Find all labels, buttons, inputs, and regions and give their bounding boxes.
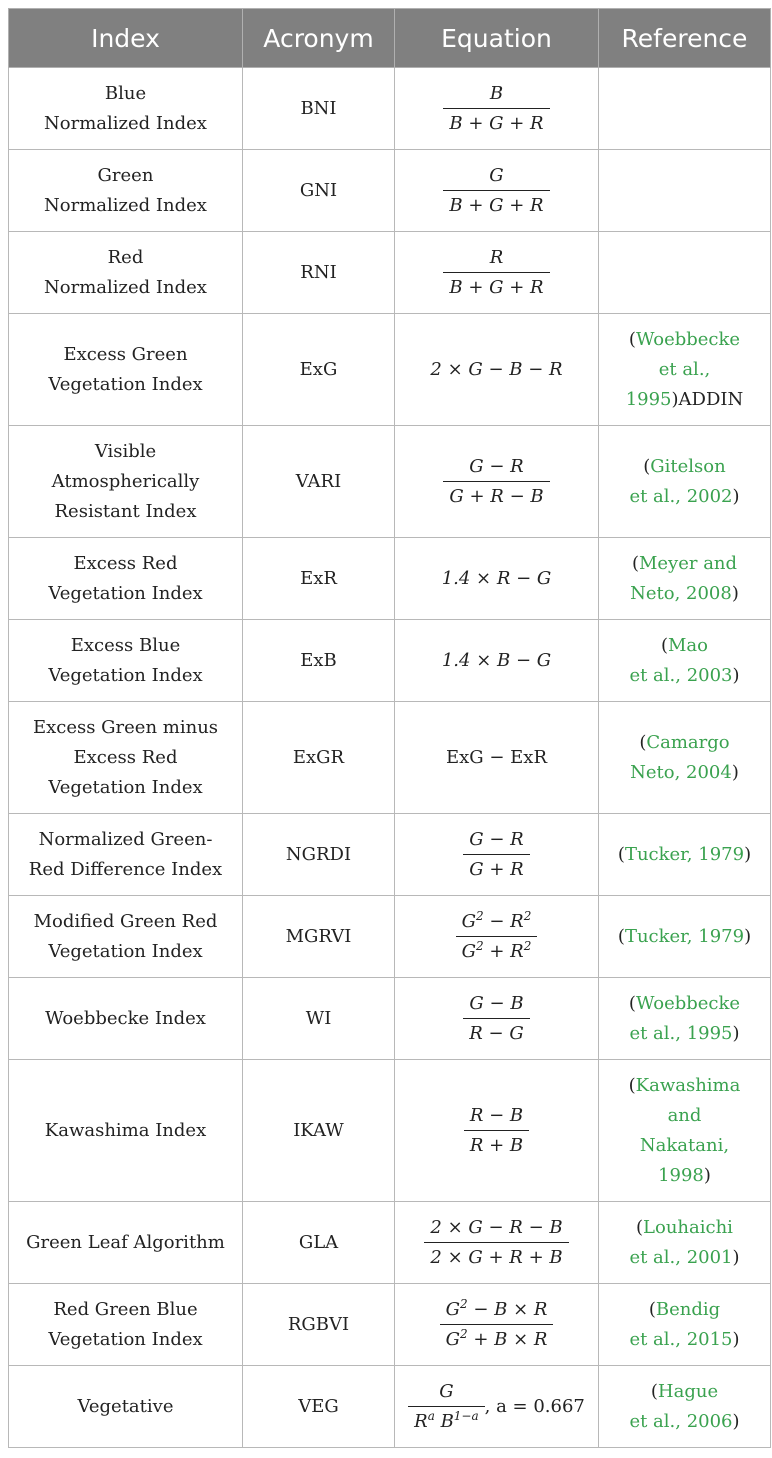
- index-name-line: Normalized Index: [44, 112, 207, 134]
- equation-denominator: G + R − B: [443, 481, 549, 509]
- index-name-line: Excess Red: [73, 746, 178, 768]
- equation-cell: [395, 150, 599, 232]
- equation-denominator: $G^2 + R^2$: [456, 936, 538, 964]
- equation-cell: [395, 702, 599, 814]
- equation-fraction: [443, 455, 549, 509]
- equation-denominator: B + G + R: [443, 190, 549, 218]
- index-name-line: Atmospherically: [51, 470, 200, 492]
- paren-close: ): [732, 1246, 740, 1268]
- equation-numerator: G − R: [469, 828, 524, 850]
- index-name-line: Blue: [104, 82, 147, 104]
- reference-citation: [618, 840, 751, 870]
- paren-open: (: [639, 731, 647, 753]
- index-name-cell: [9, 426, 243, 538]
- acronym-cell: ExG: [243, 314, 395, 426]
- equation-numerator: B: [489, 82, 504, 104]
- equation-denominator: 2 × G + R + B: [424, 1242, 568, 1270]
- paren-open: (: [617, 843, 625, 865]
- equation-numerator: 2 × G − R − B: [430, 1216, 563, 1238]
- equation-cell: [395, 538, 599, 620]
- table-row: [9, 896, 771, 978]
- reference-link[interactable]: et al., 2001: [629, 1246, 733, 1268]
- index-name-line: Vegetation Index: [48, 373, 203, 395]
- equation-cell: [395, 896, 599, 978]
- table-row: [9, 232, 771, 314]
- acronym-cell: ExB: [243, 620, 395, 702]
- acronym-cell: NGRDI: [243, 814, 395, 896]
- reference-link[interactable]: et al., 2006: [629, 1410, 733, 1432]
- table-row: [9, 1060, 771, 1202]
- reference-cell: [599, 702, 771, 814]
- acronym-cell: VEG: [243, 1366, 395, 1448]
- index-name-cell: [9, 1366, 243, 1448]
- equation-numerator: G: [489, 164, 504, 186]
- index-name-line: Excess Green minus: [32, 716, 219, 738]
- equation-fraction: [443, 164, 549, 218]
- equation-cell: [395, 1284, 599, 1366]
- index-name-line: Green Leaf Algorithm: [26, 1231, 225, 1253]
- paren-open: (: [628, 992, 636, 1014]
- reference-link[interactable]: Mao: [668, 634, 708, 656]
- index-name-cell: [9, 1284, 243, 1366]
- acronym-cell: IKAW: [243, 1060, 395, 1202]
- equation-numerator: $G^2 - R^2$: [461, 908, 532, 932]
- index-name-line: Vegetation Index: [48, 940, 203, 962]
- paren-open: (: [628, 328, 636, 350]
- paren-open: (: [628, 1074, 636, 1096]
- reference-link[interactable]: Louhaichi: [643, 1216, 733, 1238]
- index-name-line: Red: [107, 246, 144, 268]
- index-name-line: Excess Green: [63, 343, 188, 365]
- reference-citation: [629, 1295, 739, 1355]
- reference-cell: [599, 1060, 771, 1202]
- paren-close: ): [671, 388, 679, 410]
- index-name-line: Red Difference Index: [28, 858, 223, 880]
- reference-cell: [599, 1202, 771, 1284]
- acronym-cell: MGRVI: [243, 896, 395, 978]
- reference-link[interactable]: et al., 1995: [629, 1022, 733, 1044]
- table-row: [9, 1202, 771, 1284]
- equation-text: 1.4 × R − G: [441, 567, 552, 589]
- index-name-cell: [9, 538, 243, 620]
- equation-cell: [395, 620, 599, 702]
- index-name-cell: [9, 1060, 243, 1202]
- equation-denominator: $G^2 + B \times R$: [440, 1324, 554, 1352]
- reference-cell: [599, 1366, 771, 1448]
- index-name-cell: [9, 1202, 243, 1284]
- reference-link[interactable]: et al., 2003: [629, 664, 733, 686]
- equation-fraction: [456, 910, 538, 964]
- table-row: [9, 814, 771, 896]
- table-row: [9, 978, 771, 1060]
- reference-link[interactable]: Kawashima: [635, 1074, 741, 1096]
- reference-cell: [599, 232, 771, 314]
- acronym-cell: GLA: [243, 1202, 395, 1284]
- reference-citation: [629, 989, 740, 1049]
- acronym-cell: ExR: [243, 538, 395, 620]
- equation-tail: , a = 0.667: [484, 1395, 585, 1417]
- reference-suffix: ADDIN: [678, 388, 744, 410]
- equation-numerator: R − B: [469, 1104, 524, 1126]
- reference-link[interactable]: Bendig: [655, 1298, 721, 1320]
- table-row: [9, 1284, 771, 1366]
- equation-numerator: $G^2 - B \times R$: [445, 1296, 548, 1320]
- reference-link[interactable]: et al., 2015: [629, 1328, 733, 1350]
- equation-fraction: [443, 246, 549, 300]
- header-equation: Equation: [395, 9, 599, 68]
- equation-cell: [395, 1202, 599, 1284]
- reference-citation: [630, 549, 739, 609]
- equation-denominator: R − G: [463, 1018, 529, 1046]
- index-name-line: Modified Green Red: [33, 910, 218, 932]
- index-name-line: Normalized Index: [44, 276, 207, 298]
- equation-fraction: [424, 1216, 568, 1270]
- paren-close: ): [732, 485, 740, 507]
- reference-citation: [629, 1377, 739, 1437]
- reference-cell: [599, 314, 771, 426]
- index-name-cell: [9, 314, 243, 426]
- index-name-line: Excess Red: [73, 552, 178, 574]
- index-name-line: Kawashima Index: [44, 1119, 207, 1141]
- index-name-line: Excess Blue: [70, 634, 181, 656]
- header-index: Index: [9, 9, 243, 68]
- paren-open: (: [636, 1216, 644, 1238]
- equation-cell: [395, 1366, 599, 1448]
- reference-cell: [599, 538, 771, 620]
- index-name-cell: [9, 68, 243, 150]
- paren-open: (: [650, 1380, 658, 1402]
- equation-fraction: [443, 82, 549, 136]
- reference-link[interactable]: Woebbecke: [635, 992, 741, 1014]
- reference-cell: [599, 896, 771, 978]
- table-row: [9, 620, 771, 702]
- equation-denominator: B + G + R: [443, 108, 549, 136]
- reference-link[interactable]: Gitelson: [650, 455, 726, 477]
- acronym-cell: RGBVI: [243, 1284, 395, 1366]
- equation-cell: [395, 426, 599, 538]
- acronym-cell: WI: [243, 978, 395, 1060]
- equation-denominator: $R^a$ $B^{1-a}$: [408, 1406, 485, 1434]
- equation-fraction: [464, 1104, 529, 1158]
- reference-citation: [629, 631, 739, 691]
- reference-link[interactable]: et al., 2002: [629, 485, 733, 507]
- index-name-line: Vegetative: [77, 1395, 174, 1417]
- paren-close: ): [732, 1410, 740, 1432]
- equation-denominator: G + R: [463, 854, 529, 882]
- acronym-cell: VARI: [243, 426, 395, 538]
- index-name-line: Vegetation Index: [48, 582, 203, 604]
- reference-citation: [626, 325, 744, 415]
- reference-link[interactable]: Meyer and: [638, 552, 738, 574]
- vegetation-index-table: [8, 8, 771, 1448]
- table-row: [9, 538, 771, 620]
- equation-fraction: [463, 992, 529, 1046]
- reference-link[interactable]: Nakatani,: [639, 1134, 730, 1156]
- equation-text: 1.4 × B − G: [441, 649, 552, 671]
- index-name-cell: [9, 978, 243, 1060]
- paren-open: (: [631, 552, 639, 574]
- reference-link[interactable]: Camargo: [646, 731, 730, 753]
- header-acronym: Acronym: [243, 9, 395, 68]
- reference-citation: [629, 1213, 739, 1273]
- reference-cell: [599, 978, 771, 1060]
- table-row: [9, 314, 771, 426]
- reference-cell: [599, 68, 771, 150]
- index-name-line: Vegetation Index: [48, 1328, 203, 1350]
- reference-link[interactable]: 1998: [658, 1164, 704, 1186]
- paren-close: ): [732, 1022, 740, 1044]
- header-row: [9, 9, 771, 68]
- index-name-line: Green: [97, 164, 154, 186]
- reference-link[interactable]: 1995: [625, 388, 672, 410]
- equation-fraction: [440, 1298, 554, 1352]
- table-row: [9, 426, 771, 538]
- paren-close: ): [744, 925, 752, 947]
- equation-text: ExG − ExR: [445, 746, 548, 768]
- equation-numerator: G: [439, 1380, 454, 1402]
- reference-link[interactable]: Hague: [657, 1380, 719, 1402]
- reference-cell: [599, 426, 771, 538]
- index-name-line: Vegetation Index: [48, 664, 203, 686]
- reference-citation: [629, 1071, 741, 1191]
- table-row: [9, 150, 771, 232]
- index-name-line: Visible: [94, 440, 157, 462]
- reference-link[interactable]: Woebbecke: [635, 328, 741, 350]
- reference-citation: [618, 922, 751, 952]
- header-reference: Reference: [599, 9, 771, 68]
- equation-cell: [395, 314, 599, 426]
- equation-numerator: G − R: [469, 455, 524, 477]
- equation-cell: [395, 68, 599, 150]
- equation-denominator: R + B: [464, 1130, 529, 1158]
- equation-cell: [395, 814, 599, 896]
- acronym-cell: GNI: [243, 150, 395, 232]
- equation-numerator: G − B: [469, 992, 524, 1014]
- paren-open: (: [617, 925, 625, 947]
- index-name-cell: [9, 620, 243, 702]
- acronym-cell: ExGR: [243, 702, 395, 814]
- paren-close: ): [732, 664, 740, 686]
- paren-close: ): [731, 582, 739, 604]
- paren-close: ): [703, 1164, 711, 1186]
- reference-citation: [629, 452, 739, 512]
- index-name-cell: [9, 814, 243, 896]
- index-name-line: Red Green Blue: [53, 1298, 198, 1320]
- reference-cell: [599, 1284, 771, 1366]
- index-name-cell: [9, 702, 243, 814]
- paren-close: ): [732, 1328, 740, 1350]
- reference-cell: [599, 814, 771, 896]
- table-row: [9, 68, 771, 150]
- equation-fraction: [408, 1380, 485, 1434]
- reference-link[interactable]: Neto, 2008: [630, 582, 732, 604]
- equation-denominator: B + G + R: [443, 272, 549, 300]
- paren-open: (: [643, 455, 651, 477]
- index-name-line: Normalized Green-: [38, 828, 213, 850]
- reference-link[interactable]: Neto, 2004: [630, 761, 732, 783]
- paren-close: ): [731, 761, 739, 783]
- reference-cell: [599, 620, 771, 702]
- paren-close: ): [744, 843, 752, 865]
- acronym-cell: BNI: [243, 68, 395, 150]
- equation-text: 2 × G − B − R: [430, 358, 563, 380]
- index-name-cell: [9, 232, 243, 314]
- index-name-cell: [9, 896, 243, 978]
- index-name-cell: [9, 150, 243, 232]
- index-name-line: Resistant Index: [54, 500, 197, 522]
- equation-numerator: R: [489, 246, 504, 268]
- equation-cell: [395, 232, 599, 314]
- equation-fraction: [463, 828, 529, 882]
- reference-link[interactable]: et al.,: [658, 358, 711, 380]
- index-name-line: Woebbecke Index: [45, 1007, 206, 1029]
- paren-open: (: [648, 1298, 656, 1320]
- reference-citation: [630, 728, 739, 788]
- reference-link[interactable]: Tucker, 1979: [624, 925, 745, 947]
- reference-link[interactable]: and: [667, 1104, 702, 1126]
- equation-cell: [395, 978, 599, 1060]
- paren-open: (: [660, 634, 668, 656]
- acronym-cell: RNI: [243, 232, 395, 314]
- index-name-line: Vegetation Index: [48, 776, 203, 798]
- index-name-line: Normalized Index: [44, 194, 207, 216]
- reference-cell: [599, 150, 771, 232]
- equation-cell: [395, 1060, 599, 1202]
- table-row: [9, 1366, 771, 1448]
- table-row: [9, 702, 771, 814]
- reference-link[interactable]: Tucker, 1979: [624, 843, 745, 865]
